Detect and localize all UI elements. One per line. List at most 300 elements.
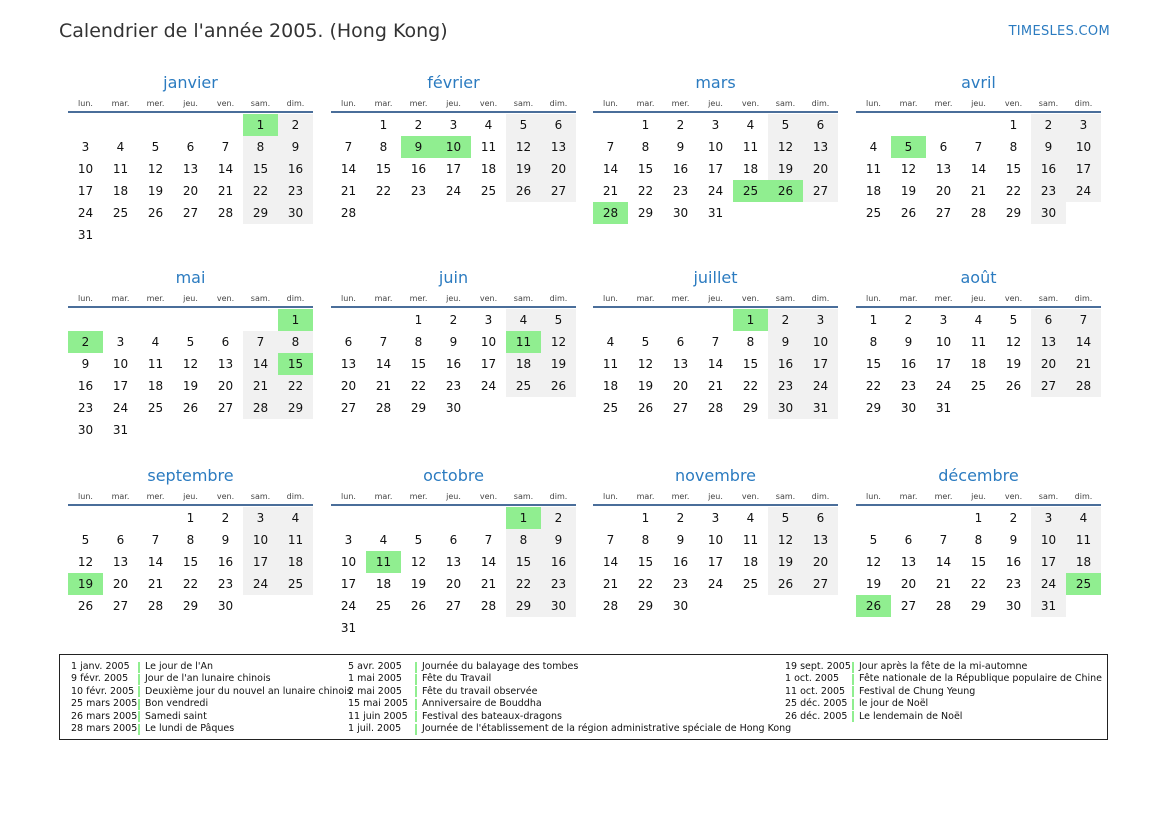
day-cell: 20	[803, 551, 838, 573]
weekday-label: sam.	[1038, 98, 1059, 108]
empty-cell	[173, 114, 208, 136]
legend-holiday-name: Le lundi de Pâques	[145, 722, 235, 734]
empty-cell	[208, 309, 243, 331]
day-cell: 21	[970, 184, 987, 198]
day-cell: 6	[221, 335, 230, 349]
weekday-label: jeu.	[446, 293, 461, 303]
day-cell: 2	[414, 118, 423, 132]
legend-item	[348, 711, 791, 723]
weekday-header	[856, 290, 1101, 308]
weekday-label: mer.	[146, 293, 165, 303]
day-cell: 22	[637, 577, 654, 591]
month-block	[856, 465, 1101, 617]
legend-date: 1 oct. 2005	[785, 673, 840, 685]
day-cell: 22	[375, 184, 392, 198]
weekday-label: dim.	[549, 98, 568, 108]
day-cell: 5	[151, 140, 160, 154]
month-name: mai	[175, 268, 206, 287]
holiday-day-cell: 26	[768, 180, 803, 202]
day-cell: 18	[506, 353, 541, 375]
day-cell: 21	[602, 184, 619, 198]
day-cell: 15	[865, 357, 882, 371]
weekday-label: mer.	[146, 98, 165, 108]
weekday-label: lun.	[78, 293, 93, 303]
day-cell: 20	[112, 577, 129, 591]
day-cell: 29	[243, 202, 278, 224]
day-cell: 24	[243, 573, 278, 595]
holiday-day-cell: 1	[733, 309, 768, 331]
day-cell: 4	[484, 118, 493, 132]
day-cell: 8	[974, 533, 983, 547]
legend-item	[785, 698, 1102, 710]
empty-cell	[366, 309, 401, 331]
day-cell: 28	[707, 401, 724, 415]
legend-item	[348, 673, 791, 685]
weekday-label: lun.	[78, 98, 93, 108]
day-cell: 18	[480, 162, 497, 176]
day-cell: 6	[803, 114, 838, 136]
day-cell: 14	[147, 555, 164, 569]
day-cell: 6	[803, 507, 838, 529]
day-cell: 23	[1005, 577, 1022, 591]
weekday-header	[856, 488, 1101, 506]
weekday-label: dim.	[286, 491, 305, 501]
legend-date: 26 mars 2005	[71, 710, 138, 722]
legend-holiday-name: Festival de Chung Yeung	[859, 685, 976, 697]
day-cell: 9	[81, 357, 90, 371]
day-cell: 23	[672, 577, 689, 591]
day-cell: 7	[221, 140, 230, 154]
holiday-day-cell: 19	[68, 573, 103, 595]
day-cell: 24	[1031, 573, 1066, 595]
day-cell: 10	[803, 331, 838, 353]
day-cell: 11	[970, 335, 987, 349]
day-cell: 3	[484, 313, 493, 327]
day-cell: 1	[869, 313, 878, 327]
legend-holiday-name: Jour après la fête de la mi-automne	[859, 661, 1028, 672]
weekday-label: mar.	[374, 98, 393, 108]
day-cell: 17	[1031, 551, 1066, 573]
day-cell: 19	[182, 379, 199, 393]
day-cell: 9	[221, 533, 230, 547]
day-cell: 9	[278, 136, 313, 158]
day-cell: 30	[672, 206, 689, 220]
day-cell: 20	[672, 379, 689, 393]
day-cell: 30	[445, 401, 462, 415]
day-cell: 25	[375, 599, 392, 613]
page-title: Calendrier de l'année 2005. (Hong Kong)	[59, 20, 448, 42]
day-cell: 20	[803, 158, 838, 180]
day-cell: 5	[541, 309, 576, 331]
brand-link[interactable]: TIMESLES.COM	[1008, 24, 1110, 39]
legend-marker	[852, 699, 854, 710]
legend-holiday-name: Le lendemain de Noël	[859, 710, 963, 722]
legend-marker	[415, 662, 417, 673]
legend-marker	[138, 699, 140, 710]
day-cell: 9	[676, 140, 685, 154]
empty-cell	[243, 309, 278, 331]
legend-marker	[852, 686, 854, 697]
day-cell: 17	[340, 577, 357, 591]
day-cell: 14	[602, 555, 619, 569]
legend-holiday-name: Le jour de l'An	[145, 661, 214, 672]
day-cell: 4	[746, 118, 755, 132]
day-cell: 6	[449, 533, 458, 547]
weekday-label: ven.	[479, 98, 498, 108]
legend-date: 28 mars 2005	[71, 722, 138, 734]
day-cell: 2	[449, 313, 458, 327]
day-cell: 26	[77, 599, 94, 613]
day-cell: 14	[243, 353, 278, 375]
day-cell: 27	[445, 599, 462, 613]
day-cell: 11	[147, 357, 164, 371]
legend-holiday-name: Jour de l'an lunaire chinois	[145, 673, 271, 685]
day-cell: 8	[1009, 140, 1018, 154]
day-cell: 16	[1031, 158, 1066, 180]
weekday-header	[331, 290, 576, 308]
month-block	[68, 72, 313, 246]
legend-marker	[138, 662, 140, 673]
weekday-label: lun.	[866, 98, 881, 108]
day-cell: 4	[974, 313, 983, 327]
empty-cell	[173, 309, 208, 331]
day-cell: 23	[1031, 180, 1066, 202]
weekday-label: lun.	[866, 491, 881, 501]
day-cell: 4	[116, 140, 125, 154]
weekday-label: lun.	[603, 98, 618, 108]
day-cell: 13	[803, 529, 838, 551]
day-cell: 16	[768, 353, 803, 375]
legend-holiday-name: Journée de l'établissement de la région administrative spéciale de Hong Kong	[422, 722, 792, 734]
day-grid	[68, 507, 313, 617]
day-cell: 12	[1005, 335, 1022, 349]
day-cell: 4	[278, 507, 313, 529]
day-cell: 14	[375, 357, 392, 371]
day-cell: 16	[672, 162, 689, 176]
day-cell: 2	[221, 511, 230, 525]
legend-marker	[415, 711, 417, 722]
weekday-label: mer.	[934, 293, 953, 303]
day-cell: 11	[742, 140, 759, 154]
legend-item	[71, 711, 352, 723]
month-block	[856, 72, 1101, 224]
day-cell: 31	[803, 397, 838, 419]
day-cell: 8	[869, 335, 878, 349]
day-cell: 27	[112, 599, 129, 613]
day-cell: 29	[278, 397, 313, 419]
day-cell: 17	[803, 353, 838, 375]
legend-holiday-name: le jour de Noël	[859, 698, 929, 710]
day-cell: 10	[935, 335, 952, 349]
day-cell: 4	[506, 309, 541, 331]
day-cell: 7	[484, 533, 493, 547]
day-cell: 25	[112, 206, 129, 220]
legend-marker	[852, 711, 854, 722]
weekday-label: jeu.	[708, 491, 723, 501]
legend-item	[71, 673, 352, 685]
day-cell: 19	[541, 353, 576, 375]
month-block	[331, 72, 576, 224]
weekday-label: sam.	[250, 98, 271, 108]
day-cell: 18	[1066, 551, 1101, 573]
day-cell: 12	[77, 555, 94, 569]
weekday-label: mar.	[899, 491, 918, 501]
empty-cell	[926, 507, 961, 529]
legend-date: 11 oct. 2005	[785, 685, 846, 697]
day-cell: 13	[803, 136, 838, 158]
empty-cell	[593, 309, 628, 331]
day-cell: 31	[935, 401, 952, 415]
empty-cell	[926, 114, 961, 136]
day-cell: 9	[541, 529, 576, 551]
day-cell: 22	[742, 379, 759, 393]
day-cell: 13	[935, 162, 952, 176]
day-cell: 22	[506, 573, 541, 595]
legend-holiday-name: Bon vendredi	[145, 698, 209, 710]
day-cell: 13	[900, 555, 917, 569]
day-cell: 16	[541, 551, 576, 573]
weekday-label: sam.	[775, 98, 796, 108]
holiday-day-cell: 2	[68, 331, 103, 353]
legend-marker	[138, 686, 140, 697]
day-cell: 18	[375, 577, 392, 591]
day-cell: 23	[77, 401, 94, 415]
day-cell: 4	[606, 335, 615, 349]
day-cell: 5	[768, 114, 803, 136]
day-cell: 13	[1031, 331, 1066, 353]
empty-cell	[138, 114, 173, 136]
day-cell: 22	[1005, 184, 1022, 198]
day-cell: 14	[970, 162, 987, 176]
day-cell: 11	[865, 162, 882, 176]
holiday-day-cell: 26	[856, 595, 891, 617]
legend-item	[785, 711, 1102, 723]
legend-item	[348, 723, 791, 735]
month-name: janvier	[163, 73, 218, 92]
day-grid	[331, 507, 576, 639]
day-cell: 25	[278, 573, 313, 595]
day-cell: 12	[768, 136, 803, 158]
day-cell: 6	[1031, 309, 1066, 331]
day-cell: 16	[1005, 555, 1022, 569]
legend-holiday-name: Samedi saint	[145, 710, 207, 722]
day-cell: 10	[1031, 529, 1066, 551]
legend-holiday-name: Journée du balayage des tombes	[422, 661, 579, 672]
day-cell: 29	[410, 401, 427, 415]
day-cell: 31	[707, 206, 724, 220]
month-block	[856, 267, 1101, 419]
day-cell: 29	[1005, 206, 1022, 220]
day-grid	[593, 114, 838, 224]
day-cell: 3	[344, 533, 353, 547]
empty-cell	[68, 114, 103, 136]
weekday-label: ven.	[741, 293, 760, 303]
day-cell: 23	[410, 184, 427, 198]
day-cell: 18	[865, 184, 882, 198]
day-cell: 9	[449, 335, 458, 349]
day-cell: 10	[480, 335, 497, 349]
weekday-label: lun.	[341, 98, 356, 108]
day-cell: 21	[147, 577, 164, 591]
day-cell: 12	[768, 529, 803, 551]
empty-cell	[103, 507, 138, 529]
day-cell: 2	[676, 118, 685, 132]
empty-cell	[103, 309, 138, 331]
day-cell: 5	[414, 533, 423, 547]
weekday-label: dim.	[549, 293, 568, 303]
day-cell: 24	[707, 577, 724, 591]
legend-date: 26 déc. 2005	[785, 710, 848, 722]
day-cell: 28	[340, 206, 357, 220]
day-cell: 20	[541, 158, 576, 180]
legend-item	[785, 673, 1102, 685]
month-name: mars	[695, 73, 736, 92]
weekday-label: sam.	[775, 293, 796, 303]
day-cell: 15	[1005, 162, 1022, 176]
day-cell: 17	[243, 551, 278, 573]
legend-marker	[852, 662, 854, 673]
day-cell: 25	[865, 206, 882, 220]
weekday-label: jeu.	[971, 293, 986, 303]
legend-holiday-name: Fête nationale de la République populaire de Chine	[859, 673, 1103, 685]
weekday-label: ven.	[741, 491, 760, 501]
day-cell: 23	[672, 184, 689, 198]
day-cell: 23	[445, 379, 462, 393]
day-cell: 28	[970, 206, 987, 220]
day-cell: 15	[243, 158, 278, 180]
day-cell: 20	[1031, 353, 1066, 375]
day-cell: 8	[506, 529, 541, 551]
weekday-label: dim.	[286, 293, 305, 303]
weekday-header	[593, 488, 838, 506]
day-cell: 21	[602, 577, 619, 591]
day-cell: 23	[768, 375, 803, 397]
empty-cell	[593, 114, 628, 136]
legend-date: 25 mars 2005	[71, 698, 138, 710]
month-name: avril	[961, 73, 996, 92]
day-cell: 24	[480, 379, 497, 393]
legend-date: 9 févr. 2005	[71, 673, 129, 685]
weekday-label: mer.	[934, 491, 953, 501]
day-cell: 31	[340, 621, 357, 635]
month-name: février	[427, 73, 480, 92]
day-cell: 7	[939, 533, 948, 547]
day-cell: 19	[637, 379, 654, 393]
day-cell: 11	[1066, 529, 1101, 551]
weekday-label: mar.	[636, 293, 655, 303]
day-cell: 26	[506, 180, 541, 202]
weekday-label: dim.	[1074, 491, 1093, 501]
day-cell: 13	[541, 136, 576, 158]
day-grid	[856, 114, 1101, 224]
day-cell: 10	[112, 357, 129, 371]
legend-date: 25 déc. 2005	[785, 698, 848, 710]
weekday-label: dim.	[1074, 98, 1093, 108]
weekday-label: mar.	[374, 293, 393, 303]
day-cell: 24	[112, 401, 129, 415]
day-cell: 1	[379, 118, 388, 132]
day-cell: 9	[1009, 533, 1018, 547]
month-block	[593, 465, 838, 617]
day-cell: 21	[935, 577, 952, 591]
day-cell: 8	[243, 136, 278, 158]
day-cell: 24	[935, 379, 952, 393]
day-cell: 3	[243, 507, 278, 529]
day-cell: 30	[1031, 202, 1066, 224]
weekday-label: jeu.	[708, 293, 723, 303]
day-cell: 22	[243, 180, 278, 202]
day-cell: 3	[711, 118, 720, 132]
day-cell: 15	[375, 162, 392, 176]
day-cell: 14	[602, 162, 619, 176]
month-block	[68, 267, 313, 441]
day-cell: 6	[116, 533, 125, 547]
day-cell: 18	[147, 379, 164, 393]
weekday-label: lun.	[866, 293, 881, 303]
weekday-label: dim.	[811, 491, 830, 501]
weekday-label: jeu.	[183, 98, 198, 108]
day-cell: 27	[541, 180, 576, 202]
weekday-label: mar.	[899, 98, 918, 108]
day-cell: 19	[865, 577, 882, 591]
day-cell: 28	[375, 401, 392, 415]
month-name: décembre	[938, 466, 1019, 485]
weekday-label: mer.	[934, 98, 953, 108]
empty-cell	[103, 114, 138, 136]
day-cell: 28	[935, 599, 952, 613]
weekday-label: mer.	[146, 491, 165, 501]
day-cell: 22	[637, 184, 654, 198]
day-cell: 1	[1009, 118, 1018, 132]
day-cell: 27	[1031, 375, 1066, 397]
day-cell: 23	[541, 573, 576, 595]
legend-column-1	[71, 661, 352, 735]
day-cell: 27	[900, 599, 917, 613]
month-name: septembre	[147, 466, 234, 485]
month-block	[331, 267, 576, 419]
legend-marker	[138, 711, 140, 722]
day-cell: 4	[151, 335, 160, 349]
day-cell: 22	[182, 577, 199, 591]
weekday-label: sam.	[513, 98, 534, 108]
weekday-label: jeu.	[971, 98, 986, 108]
day-cell: 10	[77, 162, 94, 176]
day-cell: 2	[1031, 114, 1066, 136]
weekday-label: dim.	[286, 98, 305, 108]
day-cell: 25	[480, 184, 497, 198]
day-cell: 6	[186, 140, 195, 154]
month-block	[593, 72, 838, 224]
day-cell: 20	[340, 379, 357, 393]
weekday-label: mer.	[671, 491, 690, 501]
day-cell: 27	[217, 401, 234, 415]
day-cell: 3	[81, 140, 90, 154]
day-cell: 13	[672, 357, 689, 371]
day-cell: 10	[340, 555, 357, 569]
empty-cell	[68, 309, 103, 331]
legend-item	[348, 686, 791, 698]
legend-marker	[415, 724, 417, 735]
weekday-header	[68, 488, 313, 506]
day-cell: 25	[970, 379, 987, 393]
day-cell: 19	[410, 577, 427, 591]
day-cell: 8	[641, 533, 650, 547]
weekday-label: sam.	[513, 293, 534, 303]
weekday-label: dim.	[811, 293, 830, 303]
day-cell: 7	[151, 533, 160, 547]
empty-cell	[401, 507, 436, 529]
day-cell: 4	[1066, 507, 1101, 529]
